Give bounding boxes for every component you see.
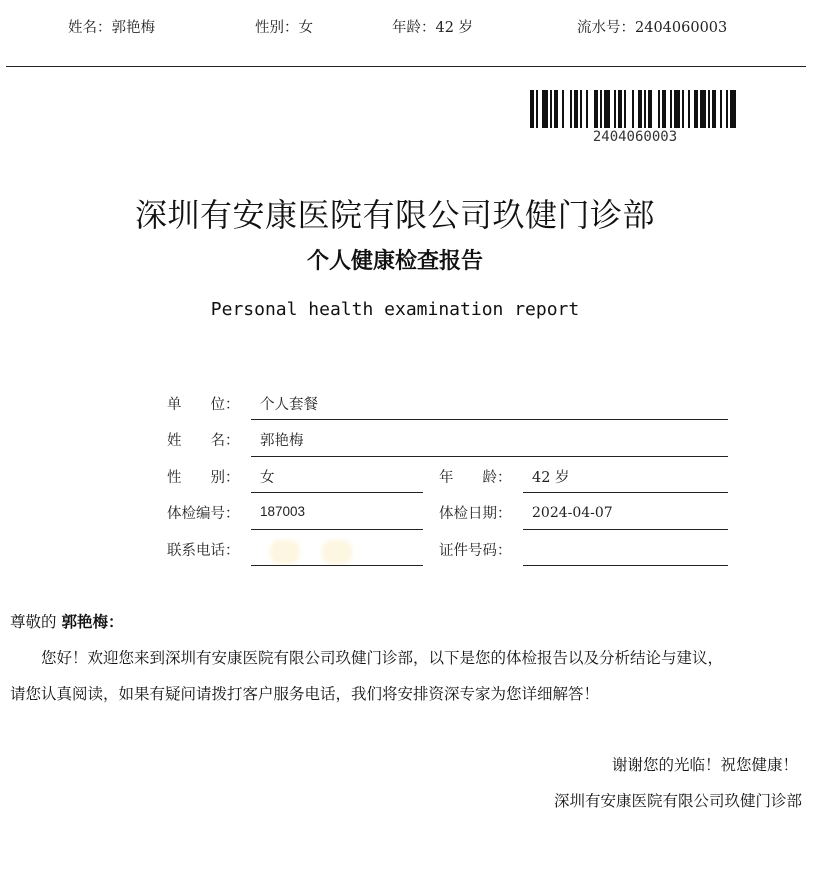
age-value: 42 岁 bbox=[532, 470, 570, 486]
greeting-name: 郭艳梅： bbox=[61, 612, 124, 631]
barcode-bar bbox=[730, 90, 736, 128]
barcode-bar bbox=[570, 90, 572, 128]
barcode-bar bbox=[632, 90, 634, 128]
barcode-bar bbox=[712, 90, 716, 128]
barcode-bar bbox=[604, 90, 610, 128]
letter-paragraph-line-2: 请您认真阅读，如果有疑问请拨打客户服务电话，我们将安排资深专家为您详细解答！ bbox=[10, 685, 600, 703]
phone-redaction bbox=[270, 540, 300, 564]
unit-value: 个人套餐 bbox=[260, 397, 318, 413]
barcode-bar bbox=[618, 90, 622, 128]
barcode-bar bbox=[614, 90, 616, 128]
barcode-bar bbox=[594, 90, 598, 128]
unit-underline bbox=[251, 419, 728, 420]
header-gender: 性别：女 bbox=[255, 20, 313, 36]
header-age: 年龄：42 岁 bbox=[392, 20, 474, 36]
clinic-title: 深圳有安康医院有限公司玖健门诊部 bbox=[134, 196, 655, 234]
barcode-bar bbox=[648, 90, 652, 128]
barcode-bar bbox=[644, 90, 646, 128]
barcode-bar bbox=[682, 90, 684, 128]
report-title-cn: 个人健康检查报告 bbox=[306, 248, 483, 274]
name-underline bbox=[251, 456, 728, 457]
name-label: 姓 名： bbox=[167, 433, 240, 449]
barcode-bar bbox=[600, 90, 602, 128]
report-title-en: Personal health examination report bbox=[210, 299, 580, 320]
id-number-underline bbox=[523, 565, 728, 566]
barcode-bar bbox=[674, 90, 680, 128]
barcode-bar bbox=[694, 90, 698, 128]
barcode-bar bbox=[662, 90, 666, 128]
letter-paragraph-line-1: 您好！欢迎您来到深圳有安康医院有限公司玖健门诊部，以下是您的体检报告以及分析结论与建议， bbox=[10, 649, 724, 667]
gender-value: 女 bbox=[260, 470, 275, 486]
exam-date-label: 体检日期： bbox=[439, 506, 512, 522]
exam-date-value: 2024-04-07 bbox=[532, 505, 613, 521]
id-number-label: 证件号码： bbox=[439, 543, 512, 559]
barcode-bar bbox=[536, 90, 538, 128]
phone-redaction bbox=[322, 540, 352, 564]
barcode-bar bbox=[562, 90, 564, 128]
greeting bbox=[10, 610, 123, 632]
barcode-bar bbox=[658, 90, 660, 128]
barcode-bar bbox=[638, 90, 642, 128]
barcode-bar bbox=[580, 90, 582, 128]
barcode-bar bbox=[700, 90, 706, 128]
name-value: 郭艳梅 bbox=[260, 433, 304, 449]
barcode-bar bbox=[574, 90, 578, 128]
exam-number-underline bbox=[251, 529, 423, 530]
phone-label: 联系电话： bbox=[167, 543, 240, 559]
signature-line: 深圳有安康医院有限公司玖健门诊部 bbox=[553, 792, 802, 810]
gender-label: 性 别： bbox=[167, 470, 240, 486]
barcode-bar bbox=[726, 90, 728, 128]
barcode-number: 2404060003 bbox=[592, 129, 678, 145]
barcode-bar bbox=[670, 90, 672, 128]
header-patient-name: 姓名：郭艳梅 bbox=[68, 20, 155, 36]
thanks-line: 谢谢您的光临！祝您健康！ bbox=[611, 756, 798, 774]
unit-label: 单 位： bbox=[167, 397, 240, 413]
barcode-bar bbox=[688, 90, 690, 128]
barcode-bar bbox=[554, 90, 558, 128]
gender-underline bbox=[251, 492, 423, 493]
barcode-bar bbox=[624, 90, 626, 128]
barcode-bar bbox=[708, 90, 710, 128]
barcode-bar bbox=[720, 90, 722, 128]
barcode-bar bbox=[542, 90, 548, 128]
age-label: 年 龄： bbox=[439, 470, 512, 486]
age-underline bbox=[523, 492, 728, 493]
barcode-bar bbox=[530, 90, 534, 128]
exam-date-underline bbox=[523, 529, 728, 530]
header-divider bbox=[6, 66, 806, 67]
barcode-bar bbox=[550, 90, 552, 128]
exam-number-label: 体检编号： bbox=[167, 506, 240, 522]
exam-number-value: 187003 bbox=[260, 504, 306, 519]
greeting-prefix: 尊敬的 bbox=[10, 613, 57, 631]
barcode-bar bbox=[586, 90, 588, 128]
barcode-image bbox=[530, 90, 740, 128]
header-serial-number: 流水号：2404060003 bbox=[577, 20, 728, 36]
phone-underline bbox=[251, 565, 423, 566]
